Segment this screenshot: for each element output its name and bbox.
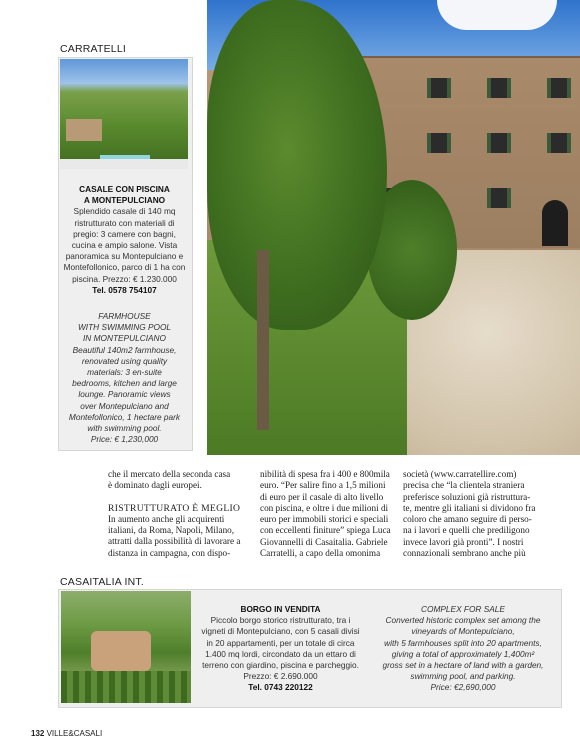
article-line: Giovannelli di Casaitalia. Gabriele bbox=[260, 536, 388, 547]
article-line: che il mercato della seconda casa bbox=[108, 469, 231, 479]
listing-en-line: swimming pool, and parking. bbox=[410, 671, 516, 682]
article-line: è dominato dagli europei. bbox=[108, 480, 202, 491]
listing-line: pregio: 3 camere con bagni, bbox=[73, 228, 176, 239]
hero-window bbox=[487, 133, 511, 153]
thumbnail-edge bbox=[60, 159, 188, 169]
article-line: società (www.carratellire.com) bbox=[403, 469, 517, 479]
listing-en-line: giving a total of approximately 1,400m² bbox=[391, 648, 535, 659]
listing-title: BORGO IN VENDITA bbox=[240, 604, 321, 614]
article-line: nibilità di spesa fra i 400 e 800mila bbox=[260, 469, 390, 479]
article-line: In aumento anche gli acquirenti bbox=[108, 513, 225, 524]
listing-en-line: vineyards of Montepulciano, bbox=[411, 626, 515, 637]
article-line: connazionali sembrano anche più bbox=[403, 548, 526, 559]
hero-tree-trunk bbox=[257, 250, 269, 430]
listing-en-line: with 5 farmhouses split into 20 apartments, bbox=[384, 637, 542, 648]
page-number: 132 bbox=[31, 729, 45, 738]
article-line: di euro per il casale di alto livello bbox=[260, 491, 384, 502]
listing-en-line: with swimming pool. bbox=[87, 423, 162, 434]
article-subhead: RISTRUTTURATO È MEGLIO bbox=[108, 502, 241, 514]
hero-cloud bbox=[437, 0, 557, 30]
page-footer bbox=[31, 729, 102, 738]
listing-en-line: Beautiful 140m2 farmhouse, bbox=[72, 344, 177, 355]
listing-it-carratelli bbox=[58, 184, 191, 296]
listing-line: piscina. Prezzo: € 1.230.000 bbox=[72, 273, 177, 284]
listing-en-title: FARMHOUSE bbox=[98, 311, 151, 321]
hero-window bbox=[547, 133, 571, 153]
article-line: coloro che amano seguire di perso- bbox=[403, 514, 532, 525]
listing-it-casaitalia bbox=[198, 604, 363, 694]
article-line: distanza in campagna, con dispo- bbox=[108, 547, 231, 558]
article-column-1 bbox=[108, 469, 258, 559]
listing-line: Montefollonico, parco di 1 ha con bbox=[63, 262, 186, 273]
listing-line: vigneti di Montepulciano, con 5 casali divisi bbox=[201, 626, 360, 637]
listing-line: Splendido casale di 140 mq bbox=[73, 206, 176, 217]
listing-en-title: WITH SWIMMING POOL bbox=[77, 322, 172, 333]
listing-line: cucina e ampio salone. Vista bbox=[71, 240, 178, 251]
hero-window bbox=[427, 133, 451, 153]
article-line: precisa che “la clientela straniera bbox=[403, 480, 525, 491]
thumbnail-vineyard bbox=[61, 671, 191, 703]
listing-en-line: bedrooms, kitchen and large bbox=[72, 378, 177, 389]
listing-en-line: lounge. Panoramic views bbox=[78, 389, 171, 400]
article-line: invece lavori già pronti”. I nostri bbox=[403, 536, 524, 547]
article-column-3 bbox=[403, 469, 568, 559]
article-line: preferisce soluzioni già ristruttura- bbox=[403, 491, 531, 502]
listing-en-price: Price: € 1,230,000 bbox=[90, 434, 159, 445]
article-column-2 bbox=[260, 469, 410, 559]
listing-thumbnail-borgo bbox=[61, 591, 191, 703]
listing-en-casaitalia bbox=[368, 604, 558, 694]
listing-en-line: renovated using quality bbox=[81, 355, 168, 366]
article-line: con piscina, e oltre i due milioni di bbox=[260, 502, 389, 513]
article-line: euro. “Per salire fino a 1,5 milioni bbox=[260, 480, 386, 491]
listing-en-line: materials: 3 en-suite bbox=[87, 367, 162, 378]
section-label-carratelli: CARRATELLI bbox=[60, 43, 126, 55]
hero-window bbox=[427, 78, 451, 98]
listing-en-title: IN MONTEPULCIANO bbox=[83, 333, 166, 344]
thumbnail-village bbox=[91, 631, 151, 671]
listing-line: Prezzo: € 2.690.000 bbox=[243, 671, 318, 682]
hero-window bbox=[547, 78, 571, 98]
thumbnail-house bbox=[66, 119, 102, 141]
hero-window bbox=[487, 188, 511, 208]
listing-en-line: over Montepulciano and bbox=[80, 400, 169, 411]
listing-line: panoramica su Montepulciano e bbox=[65, 251, 184, 262]
listing-line: ristrutturato con materiali di bbox=[74, 217, 175, 228]
listing-en-line: Converted historic complex set among the bbox=[385, 615, 541, 626]
listing-line: terreno con giardino, piscina e parcheggio. bbox=[202, 660, 359, 671]
listing-line: in 20 appartamenti, per un totale di circa bbox=[206, 637, 355, 648]
section-label-casaitalia: CASAITALIA INT. bbox=[60, 576, 144, 588]
listing-en-price: Price: €2,690,000 bbox=[430, 682, 496, 693]
article-line: italiani, da Roma, Napoli, Milano, bbox=[108, 525, 235, 536]
article-line: con eccellenti finiture” spiega Luca bbox=[260, 525, 391, 536]
listing-en-title: COMPLEX FOR SALE bbox=[421, 604, 505, 614]
listing-line: Piccolo borgo storico ristrutturato, tra i bbox=[210, 615, 351, 626]
listing-title: A MONTEPULCIANO bbox=[83, 195, 166, 206]
listing-phone: Tel. 0743 220122 bbox=[248, 682, 313, 693]
article-line: attratti dalla possibilità di lavorare a bbox=[108, 536, 241, 547]
listing-line: 1.400 mq lordi, circondato da un ettaro di bbox=[205, 648, 356, 659]
listing-en-line: Montefollonico, 1 hectare park bbox=[68, 411, 181, 422]
listing-title: CASALE CON PISCINA bbox=[79, 184, 170, 194]
listing-en-line: gross set in a hectare of land with a garden, bbox=[382, 660, 544, 671]
listing-phone: Tel. 0578 754107 bbox=[92, 284, 157, 295]
article-line: Carratelli, a capo della omonima bbox=[260, 548, 381, 559]
hero-window bbox=[487, 78, 511, 98]
listing-thumbnail-farmhouse bbox=[60, 59, 188, 169]
article-line: euro per immobili storici e speciali bbox=[260, 514, 389, 525]
article-line: te, mentre gli italiani si dividono fra bbox=[403, 502, 536, 513]
hero-photo bbox=[207, 0, 580, 455]
magazine-name: VILLE&CASALI bbox=[46, 729, 103, 738]
hero-door bbox=[542, 200, 568, 246]
listing-en-carratelli bbox=[58, 311, 191, 445]
article-line: na i lavori e quelli che prediligono bbox=[403, 525, 530, 536]
